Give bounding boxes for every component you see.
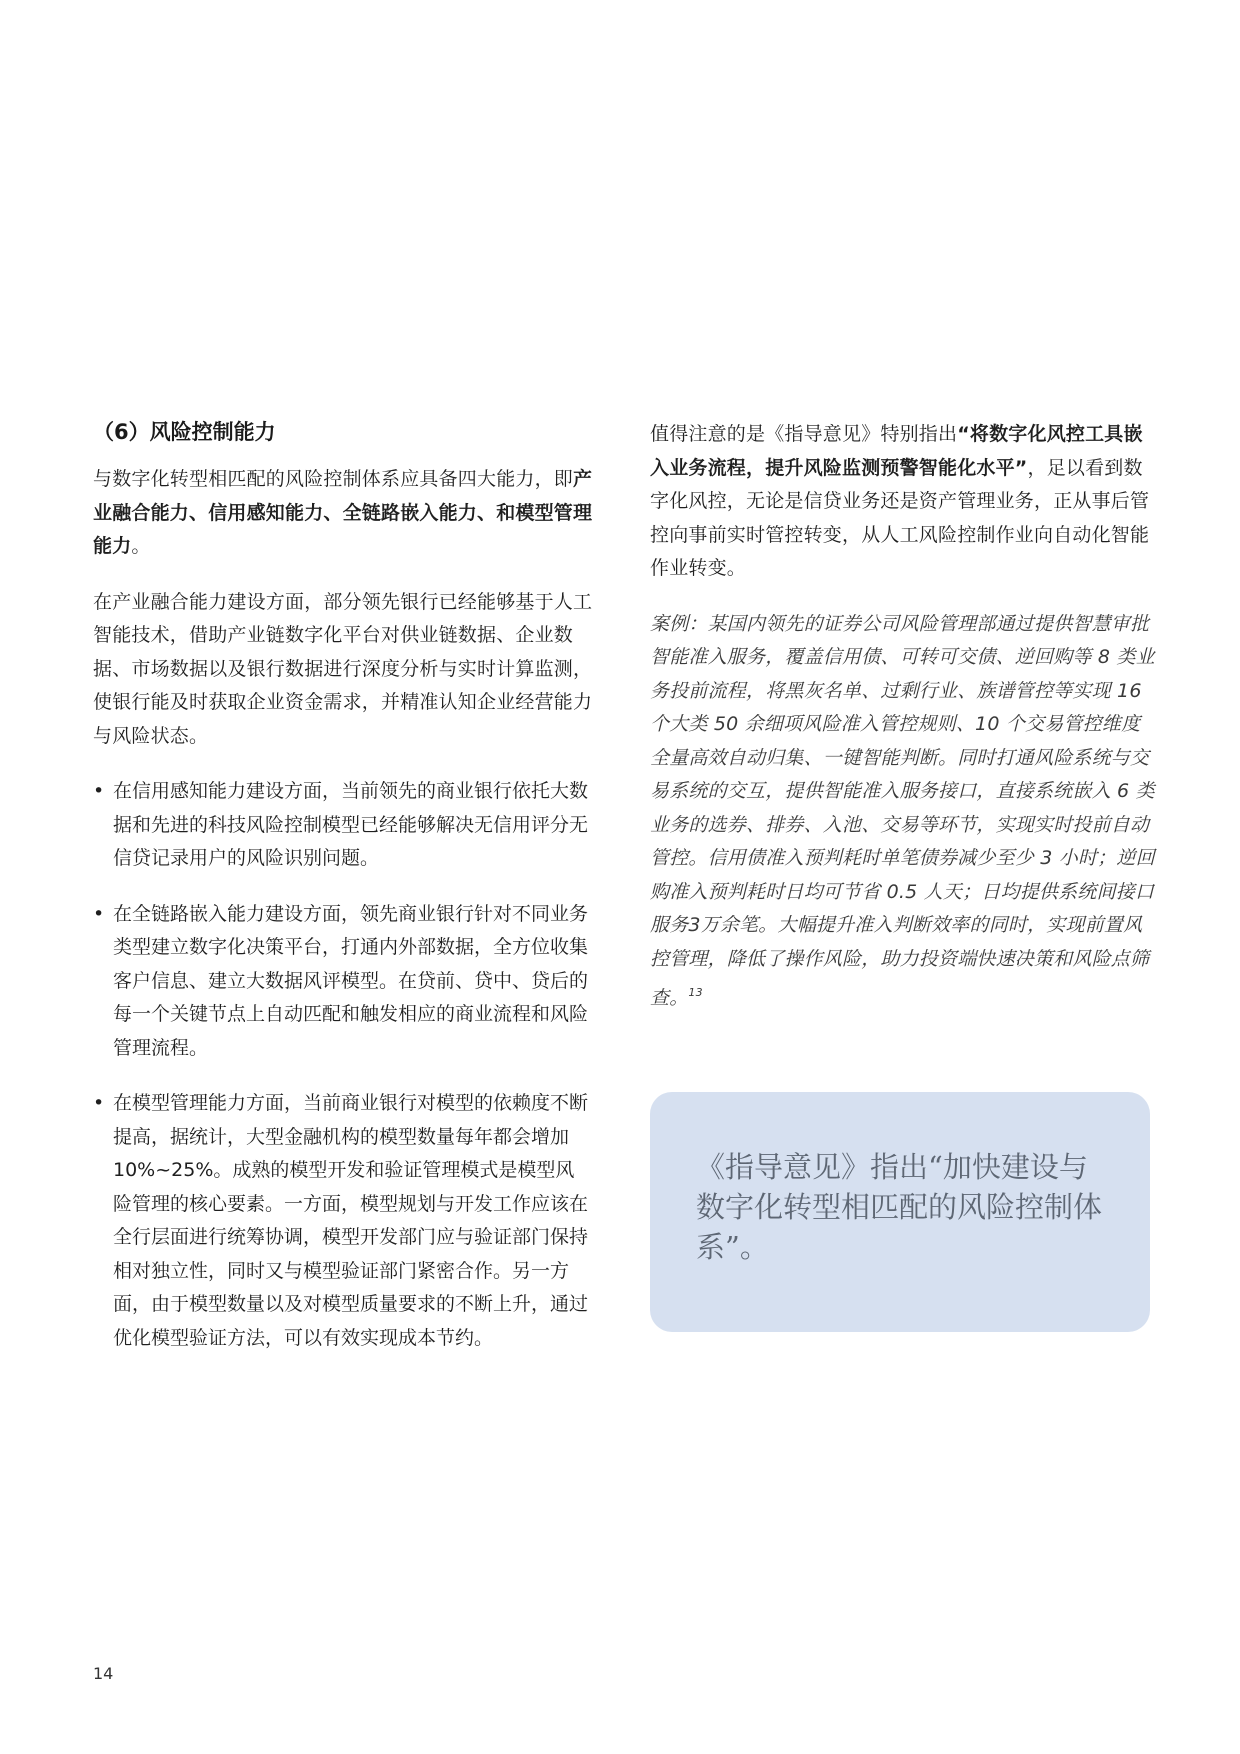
guidance-bold-text: “将数字化风控工具嵌入业务流程，提升风险监测预警智能化水平” [650,423,1143,479]
bullet-icon: • [93,902,105,925]
left-column [93,418,593,1377]
section-heading: （6）风险控制能力 [93,420,276,444]
bullet-icon: • [93,780,105,803]
page-number: 14 [93,1664,114,1683]
case-study-text: 案例：某国内领先的证券公司风险管理部通过提供智慧审批智能准入服务，覆盖信用债、可转可交债、逆回购等 8 类业务投前流程，将黑灰名单、过剩行业、族谱管控等实现 16 个大类 50 余细项风险准入管控规则、10 个交易管控维度全量高效自动归集、一键智能判断。同时打通风险系统与交易系统的交互，提供智能准入服务接口，直接系统嵌入 6 类业务的选券、排券、入池、交易等环节，实现实时投前自动管控。信用债准入预判耗时单笔债券减少至少 3 小时；逆回购准入预判耗时日均可节省 0.5 人天；日均提供系统间接口服务3万余笔。大幅提升准入判断效率的同时，实现前置风控管理，降低了操作风险，助力投资端快速决策和风险点筛查。 [650,612,1155,1009]
list-item [93,898,593,1066]
pull-quote-box [650,1092,1150,1332]
right-column [650,418,1155,1016]
list-item-text: 在全链路嵌入能力建设方面，领先商业银行针对不同业务类型建立数字化决策平台，打通内外部数据，全方位收集客户信息、建立大数据风评模型。在贷前、贷中、贷后的每一个关键节点上自动匹配和触发相应的商业流程和风险管理流程。 [113,902,589,1059]
intro-end: 。 [131,535,151,558]
industry-paragraph: 在产业融合能力建设方面，部分领先银行已经能够基于人工智能技术，借助产业链数字化平台对供业链数据、企业数据、市场数据以及银行数据进行深度分析与实时计算监测，使银行能及时获取企业资金需求，并精准认知企业经营能力与风险状态。 [93,590,593,747]
bullet-icon: • [93,1092,105,1115]
capability-list [93,775,593,1355]
list-item-text: 在信用感知能力建设方面，当前领先的商业银行依托大数据和先进的科技风险控制模型已经能够解决无信用评分无信贷记录用户的风险识别问题。 [113,780,589,870]
list-item-text: 在模型管理能力方面，当前商业银行对模型的依赖度不断提高，据统计，大型金融机构的模型数量每年都会增加10%~25%。成熟的模型开发和验证管理模式是模型风险管理的核心要素。一方面，模型规划与开发工作应该在全行层面进行统筹协调，模型开发部门应与验证部门保持相对独立性，同时又与模型验证部门紧密合作。另一方面，由于模型数量以及对模型质量要求的不断上升，通过优化模型验证方法，可以有效实现成本节约。 [113,1092,589,1349]
intro-paragraph [93,463,593,564]
list-item [93,1087,593,1355]
case-study-paragraph [650,608,1155,1016]
guidance-paragraph [650,418,1155,586]
guidance-end: ，足以看到数字化风控，无论是信贷业务还是资产管理业务，正从事后管控向事前实时管控转变，从人工风险控制作业向自动化智能作业转变。 [650,456,1150,579]
guidance-text: 值得注意的是《指导意见》特别指出 [650,423,958,445]
footnote-marker: 13 [688,986,703,999]
intro-text: 与数字化转型相匹配的风险控制体系应具备四大能力，即 [93,468,574,491]
pull-quote-text: 《指导意见》指出“加快建设与数字化转型相匹配的风险控制体系”。 [696,1150,1103,1264]
intro-bold-text: 产业融合能力、信用感知能力、全链路嵌入能力、和模型管理能力 [93,468,593,558]
list-item [93,775,593,876]
